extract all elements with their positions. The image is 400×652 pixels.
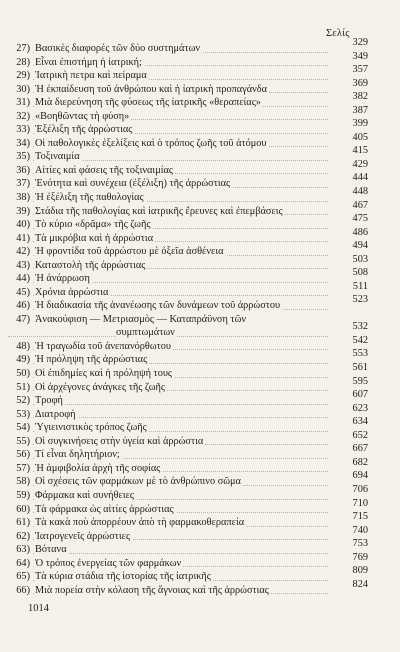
entry-number: 49) [8, 353, 32, 367]
entry-number: 48) [8, 340, 32, 354]
entry-page-number: 486 [350, 226, 368, 240]
toc-entry [8, 313, 368, 340]
toc-entry [8, 456, 368, 476]
entry-number: 57) [8, 462, 32, 476]
entry-title: Ἡ ἀνάρρωση [35, 273, 90, 285]
entry-title: Ἡ τραγωδία τοῦ ἀνεπανόρθωτου [35, 340, 171, 352]
toc-entry [8, 213, 368, 232]
toc-entry [8, 226, 368, 246]
entry-page-number: 399 [350, 117, 368, 131]
page-number: 1014 [28, 603, 49, 614]
toc-entry [8, 77, 368, 97]
toc-entry [8, 483, 368, 503]
entry-page-number: 634 [350, 415, 368, 429]
toc-entry [8, 375, 368, 395]
toc-entry [8, 497, 368, 517]
entry-title: Οἱ παθολογικὲς ἐξελίξεις καὶ ὁ τρόπος ζωῆς τοῦ ἀτόμου [35, 137, 267, 149]
entry-number: 62) [8, 530, 32, 544]
entry-number: 43) [8, 259, 32, 273]
entry-title: Τροφή [35, 395, 63, 407]
toc-entry [8, 416, 368, 435]
entry-title: Ὁ τρόπος ἐνεργείας τῶν φαρμάκων [35, 557, 182, 569]
toc-entry [8, 240, 368, 259]
toc-entry [8, 578, 368, 598]
toc-entry [8, 429, 368, 449]
toc-entry [8, 538, 368, 557]
entry-number: 35) [8, 150, 32, 164]
entry-number: 34) [8, 137, 32, 151]
entry-page-number: 542 [350, 334, 368, 348]
entry-page-number: 523 [350, 293, 368, 307]
toc-entry [8, 565, 368, 584]
toc-entry [8, 186, 368, 205]
toc-entry [8, 402, 368, 422]
entry-number: 38) [8, 191, 32, 205]
toc-entry [8, 253, 368, 273]
entry-title: Διατροφή [35, 408, 76, 420]
entry-title: Στάδια τῆς παθολογίας καὶ ἰατρικῆς ἔρευνες καὶ ἐπεμβάσεις [35, 205, 283, 217]
entry-title: Ἑνότητα καὶ συνέχεια (ἐξέλιξη) τῆς ἀρρώστιας [35, 178, 231, 190]
entry-page-number: 769 [350, 551, 368, 565]
entry-number: 45) [8, 286, 32, 300]
entry-number: 50) [8, 367, 32, 381]
entry-number: 30) [8, 83, 32, 97]
entry-page-number: 595 [350, 375, 368, 389]
entry-title: Ἰατρογενεῖς ἀρρώστιες [35, 530, 131, 542]
entry-page-number: 508 [350, 266, 368, 280]
entry-number: 32) [8, 110, 32, 124]
entry-page-number: 415 [350, 144, 368, 158]
entry-number: 65) [8, 570, 32, 584]
entry-number: 27) [8, 42, 32, 56]
toc-entry [8, 470, 368, 489]
entry-title: Οἱ ἐπιδημίες καὶ ἡ πρόληψή τους [35, 368, 173, 380]
entry-title: Ἡ διαδικασία τῆς ἀνανέωσης τῶν δυνάμεων τοῦ ἀρρώστου [35, 300, 281, 312]
entry-number: 61) [8, 516, 32, 530]
entry-page-number: 349 [350, 50, 368, 64]
toc-entry [8, 511, 368, 530]
entry-title: Τὰ κακὰ ποὺ ἀπορρέουν ἀπὸ τὴ φαρμακοθεραπεία [35, 517, 245, 529]
entry-number: 29) [8, 69, 32, 83]
toc-entry [8, 389, 368, 408]
entry-title: Οἱ σχέσεις τῶν φαρμάκων μὲ τὸ ἀνθρώπινο σῶμα [35, 476, 241, 488]
entry-number: 33) [8, 123, 32, 137]
entry-number: 58) [8, 475, 32, 489]
entry-title-continuation: συμπτωμάτων [116, 327, 175, 339]
entry-title: Ἡ φροντίδα τοῦ ἀρρώστου μὲ ὀξεῖα ἀσθένεια [35, 246, 224, 258]
entry-page-number: 503 [350, 253, 368, 267]
toc-entry [8, 294, 368, 313]
entry-title: Τὰ μικρόβια καὶ ἡ ἀρρώστια [35, 232, 154, 244]
toc-entry [8, 91, 368, 110]
entry-title: Ἡ ἐκπαίδευση τοῦ ἀνθρώπου καὶ ἡ ἰατρικὴ προπαγάνδα [35, 83, 268, 95]
toc-entry [8, 199, 368, 219]
entry-number: 63) [8, 543, 32, 557]
entry-page-number: 429 [350, 158, 368, 172]
toc-entry [8, 443, 368, 462]
entry-page-number: 532 [350, 320, 368, 334]
entry-page-number: 553 [350, 347, 368, 361]
toc-entry [8, 334, 368, 354]
entry-number: 39) [8, 205, 32, 219]
entry-page-number: 357 [350, 63, 368, 77]
entry-number: 60) [8, 503, 32, 517]
entry-title: «Βοηθῶντας τὴ φύση» [35, 110, 130, 122]
entry-title: Οἱ ἀρχέγονες ἀνάγκες τῆς ζωῆς [35, 381, 166, 393]
entry-title: Τὰ κύρια στάδια τῆς ἱστορίας τῆς ἰατρικῆς [35, 571, 211, 583]
entry-number: 42) [8, 245, 32, 259]
toc-entry [8, 267, 368, 286]
entry-page-number: 706 [350, 483, 368, 497]
entry-number: 36) [8, 164, 32, 178]
entry-number: 28) [8, 56, 32, 70]
entry-number: 64) [8, 557, 32, 571]
entry-number: 40) [8, 218, 32, 232]
entry-title: Φάρμακα καὶ συνήθειες [35, 489, 134, 501]
toc-entry [8, 551, 368, 571]
entry-title: Βότανα [35, 544, 67, 556]
toc-entry [8, 118, 368, 137]
entry-number: 41) [8, 232, 32, 246]
entry-title: Ὑγιεινιστικὸς τρόπος ζωῆς [35, 422, 147, 434]
entry-page-number: 623 [350, 402, 368, 416]
entry-number: 44) [8, 272, 32, 286]
entry-page-number: 387 [350, 104, 368, 118]
entry-number: 56) [8, 448, 32, 462]
entry-number: 31) [8, 96, 32, 110]
entry-number: 59) [8, 489, 32, 503]
entry-title: Ἰατρικὴ πετρα καὶ πείραμα [35, 70, 147, 82]
entry-title: Τοξιναιμία [35, 151, 80, 163]
toc-entry [8, 348, 368, 367]
entry-page-number: 494 [350, 239, 368, 253]
entry-page-number: 607 [350, 388, 368, 402]
entry-title: Τί εἶναι δηλητήριον; [35, 449, 120, 461]
entry-page-number: 809 [350, 564, 368, 578]
entry-title: Αἰτίες καὶ φάσεις τῆς τοξιναιμίας [35, 164, 173, 176]
entry-title: Ἡ ἀμφιβολία ἀρχὴ τῆς σοφίας [35, 462, 161, 474]
entry-page-number: 511 [350, 280, 368, 294]
entry-page-number: 405 [350, 131, 368, 145]
toc-entry [8, 280, 368, 300]
toc-entry [8, 50, 368, 70]
entry-title: Εἶναι ἐπιστήμη ἡ ἰατρική; [35, 56, 142, 68]
table-of-contents [8, 37, 368, 597]
entry-title: Τὰ φάρμακα ὡς αἰτίες ἀρρώστιας [35, 503, 174, 515]
entry-title: Ἐξέλιξη τῆς ἀρρώστιας [35, 124, 133, 136]
entry-title: Τὸ κύριο «δρᾶμα» τῆς ζωῆς [35, 219, 151, 231]
entry-title: Καταστολὴ τῆς ἀρρώστιας [35, 259, 146, 271]
entry-number: 55) [8, 435, 32, 449]
entry-page-number: 753 [350, 537, 368, 551]
toc-entry [8, 104, 368, 124]
entry-number: 52) [8, 394, 32, 408]
entry-number: 47) [8, 313, 32, 327]
entry-page-number: 824 [350, 578, 368, 592]
toc-entry [8, 362, 368, 381]
entry-page-number: 561 [350, 361, 368, 375]
entry-title: Οἱ συγκινήσεις στὴν ὑγεία καὶ ἀρρώστια [35, 435, 204, 447]
entry-number: 54) [8, 421, 32, 435]
toc-entry [8, 524, 368, 544]
entry-number: 53) [8, 408, 32, 422]
entry-page-number: 740 [350, 524, 368, 538]
entry-page-number: 667 [350, 442, 368, 456]
entry-number: 66) [8, 584, 32, 598]
entry-page-number: 475 [350, 212, 368, 226]
entry-page-number: 448 [350, 185, 368, 199]
entry-page-number: 715 [350, 510, 368, 524]
pages-column-header: Σελίς [326, 28, 350, 39]
entry-number: 51) [8, 381, 32, 395]
entry-title: Μιὰ διερεύνηση τῆς φύσεως τῆς ἰατρικῆς «θεραπείας» [35, 97, 261, 109]
entry-title: Ἡ ἐξέλιξη τῆς παθολογίας [35, 192, 144, 204]
toc-entry [8, 172, 368, 191]
toc-entry [8, 158, 368, 178]
entry-page-number: 369 [350, 77, 368, 91]
entry-title: Ἀνακούφιση — Μετριασμὸς — Καταπράϋνση τῶν [35, 313, 247, 325]
entry-title: Μιὰ πορεία στὴν κόλαση τῆς ἄγνοιας καὶ τῆς ἀρρώστιας [35, 584, 269, 596]
entry-page-number: 652 [350, 429, 368, 443]
toc-entry [8, 145, 368, 164]
entry-number: 46) [8, 299, 32, 313]
entry-page-number: 467 [350, 199, 368, 213]
entry-page-number: 329 [350, 36, 368, 50]
entry-page-number: 382 [350, 90, 368, 104]
entry-page-number: 444 [350, 171, 368, 185]
entry-title: Ἡ πρόληψη τῆς ἀρρώστιας [35, 354, 148, 366]
entry-number: 37) [8, 177, 32, 191]
entry-title: Βασικὲς διαφορὲς τῶν δύο συστημάτων [35, 43, 200, 54]
toc-entry [8, 131, 368, 151]
entry-page-number: 710 [350, 497, 368, 511]
toc-entry [8, 37, 368, 56]
toc-entry [8, 64, 368, 83]
entry-title: Χρόνια ἀρρώστια [35, 286, 109, 298]
entry-page-number: 682 [350, 456, 368, 470]
entry-page-number: 694 [350, 469, 368, 483]
